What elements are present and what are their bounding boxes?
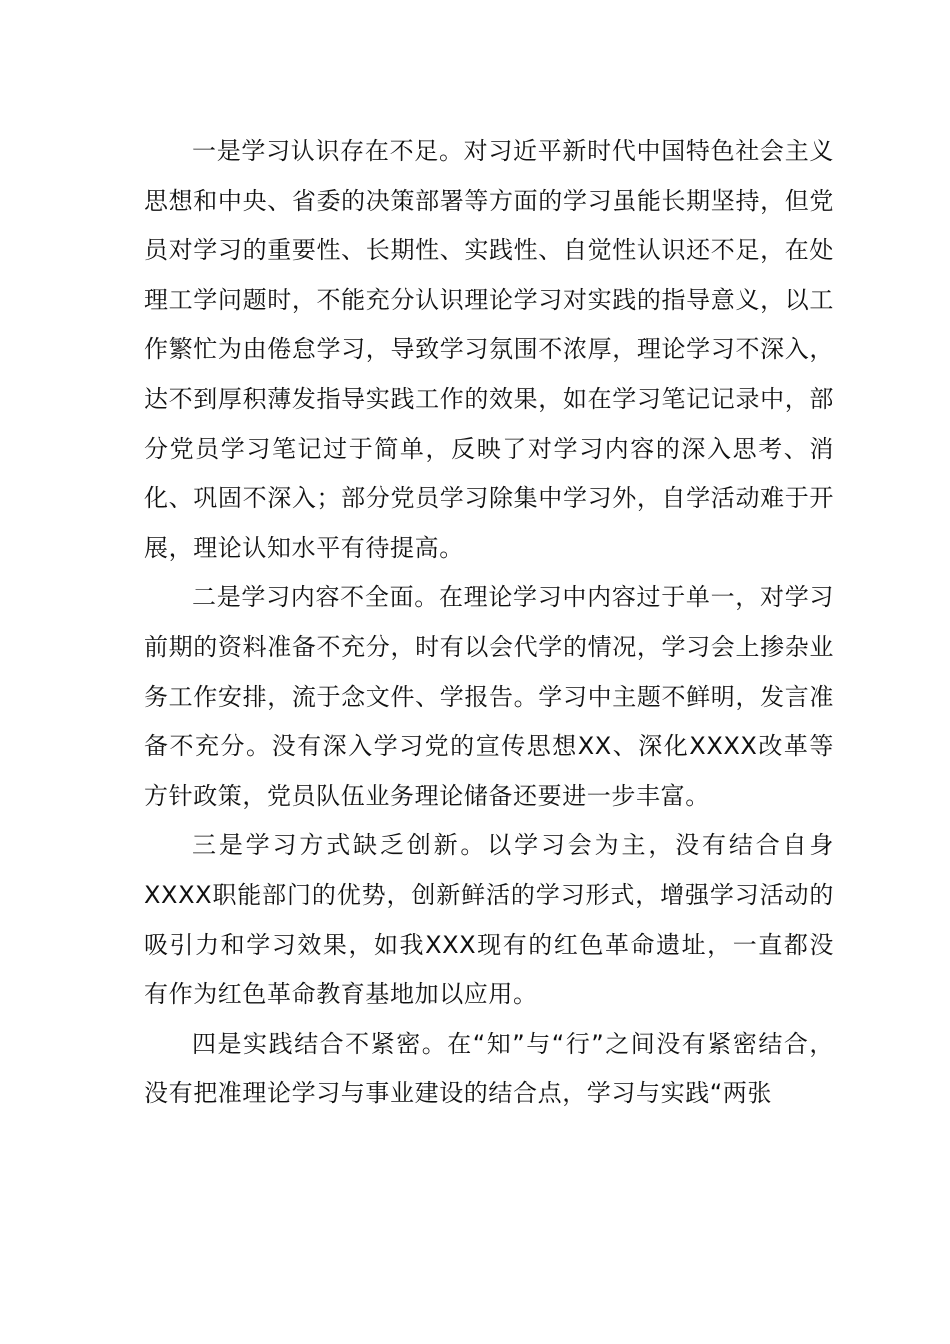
paragraph-study-content: 二是学习内容不全面。在理论学习中内容过于单一，对学习前期的资料准备不充分，时有以会代学的情况，学习会上掺杂业务工作安排，流于念文件、学报告。学习中主题不鲜明，发言准备不充分。没有深入学习党的宣传思想XX、深化XXXX改革等方针政策，党员队伍业务理论储备还要进一步丰富。 [144, 583, 834, 810]
paragraph-study-method: 三是学习方式缺乏创新。以学习会为主，没有结合自身XXXX职能部门的优势，创新鲜活的学习形式，增强学习活动的吸引力和学习效果，如我XXX现有的红色革命遗址，一直都没有作为红色革命教育基地加以应用。 [144, 831, 834, 1009]
paragraph-practice-integration: 四是实践结合不紧密。在“知”与“行”之间没有紧密结合，没有把准理论学习与事业建设的结合点，学习与实践“两张 [144, 1029, 834, 1108]
document-body [144, 127, 834, 1119]
paragraph-study-awareness: 一是学习认识存在不足。对习近平新时代中国特色社会主义思想和中央、省委的决策部署等方面的学习虽能长期坚持，但党员对学习的重要性、长期性、实践性、自觉性认识还不足，在处理工学问题时，不能充分认识理论学习对实践的指导意义，以工作繁忙为由倦怠学习，导致学习氛围不浓厚，理论学习不深入，达不到厚积薄发指导实践工作的效果，如在学习笔记记录中，部分党员学习笔记过于简单，反映了对学习内容的深入思考、消化、巩固不深入；部分党员学习除集中学习外，自学活动难于开展，理论认知水平有待提高。 [144, 137, 834, 562]
